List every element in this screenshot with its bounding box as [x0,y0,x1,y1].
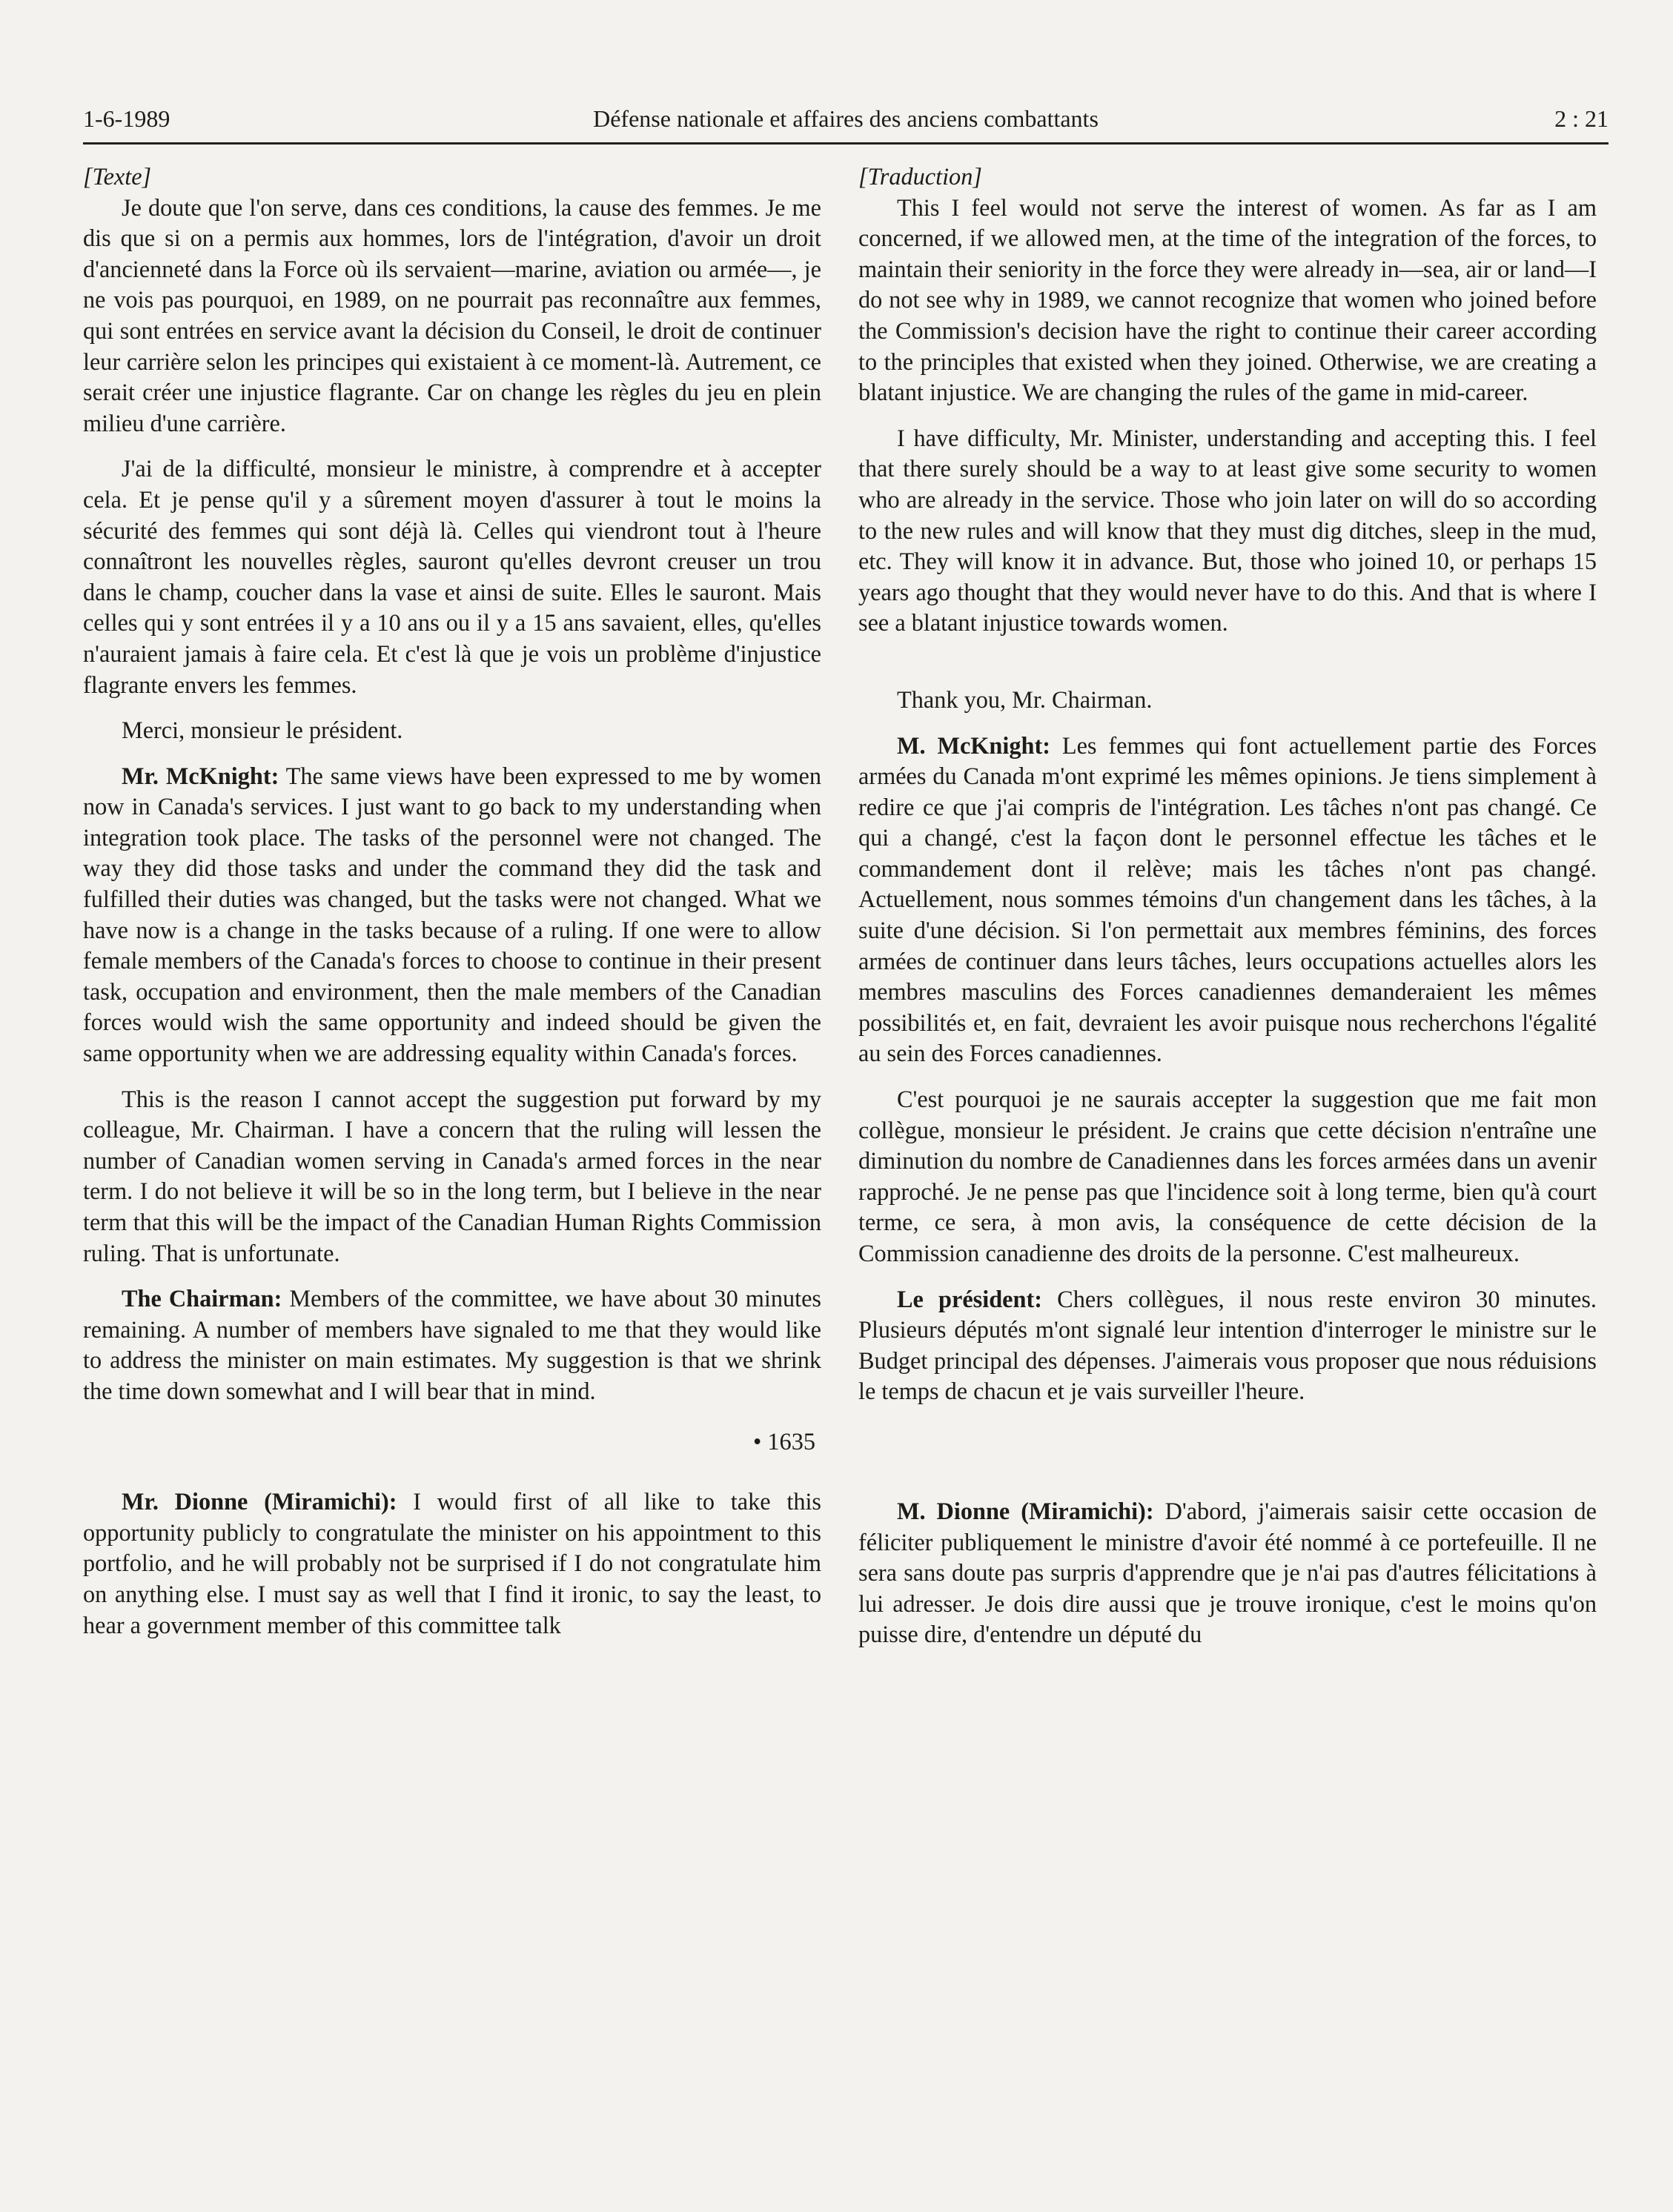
speech-paragraph [83,1487,821,1641]
paragraph: C'est pourquoi je ne saurais accepter la suggestion que me fait mon collègue, monsieur le président. Je crains que cette décision n'entraîne une diminution du nombre de Canadiennes dans les forces armées dans un avenir rapproché. Je ne pense pas que l'incidence soit à long terme, bien qu'à court terme, ce sera, à mon avis, la conséquence de cette décision de la Commission canadienne des droits de la personne. C'est malheureux. [858,1086,1597,1266]
speech-paragraph [83,761,821,1069]
speech-paragraph [858,1284,1597,1407]
left-column [83,162,821,1641]
language-label: [Texte] [83,163,152,190]
speech-paragraph [858,1496,1597,1650]
paragraph: This is the reason I cannot accept the suggestion put forward by my colleague, Mr. Chairman. I have a concern that the ruling will lessen the number of Canadian women serving in Canada's armed forces in the near term. I do not believe it will be so in the long term, but I believe in the near term that this will be the impact of the Canadian Human Rights Commission ruling. That is unfortunate. [83,1085,821,1266]
paragraph: Thank you, Mr. Chairman. [897,685,1153,713]
language-label: [Traduction] [858,163,982,190]
speaker-name: Le président: [897,1285,1042,1312]
paragraph: I have difficulty, Mr. Minister, understanding and accepting this. I feel that there surely should be a way to at least give some security to women who are already in the service. Those who join later on will do so according to the new rules and will know that they must dig ditches, sleep in the mud, etc. They will know it in advance. But, those who joined 10, or perhaps 15 years ago thought that they would never have to do this. And that is where I see a blatant injustice towards women. [858,424,1597,637]
speech-text: Les femmes qui font actuellement partie des Forces armées du Canada m'ont exprimé les mêmes opinions. Je tiens simplement à redire ce que j'ai compris de l'intégration. Les tâches n'ont pas changé. Ce qui a changé, c'est la façon dont le personnel effectue les tâches et le commandement dont il relève; mais les tâches n'ont pas changé. Actuellement, nous sommes témoins d'un changement dans les tâches, à la suite d'une décision. Si l'on permettait aux membres féminins, des forces armées de continuer dans leurs tâches, leurs occupations actuelles alors les membres masculins des Forces canadiennes demanderaient les mêmes possibilités et, en fait, devraient les avoir puisque nous recherchons l'égalité au sein des Forces canadiennes. [858,731,1597,1067]
page-header [83,102,1609,145]
speech-text: I would first of all like to take this opportunity publicly to congratulate the minister on his appointment to this portfolio, and he will probably not be surprised if I do not congratulate him on anything else. I must say as well that I find it ironic, to say the least, to hear a government member of this committee talk [83,1488,822,1638]
speaker-name: M. Dionne (Miramichi): [897,1497,1154,1524]
speech-text: D'abord, j'aimerais saisir cette occasion de féliciter publiquement le ministre d'avoir été nommé à ce portefeuille. Il ne sera sans doute pas surpris d'apprendre que je n'ai pas d'autres félicitations à lui adresser. Je dois dire aussi que je trouve ironique, c'est le moins qu'on puisse dire, d'entendre un député du [858,1497,1597,1648]
paragraph: J'ai de la difficulté, monsieur le ministre, à comprendre et à accepter cela. Et je pense qu'il y a sûrement moyen d'assurer à tout le moins la sécurité des femmes qui sont déjà là. Celles qui viendront tout à l'heure connaîtront les nouvelles règles, sauront qu'elles devront creuser un trou dans le champ, coucher dans la vase et ainsi de suite. Elles le sauront. Mais celles qui y sont entrées il y a 10 ans ou il y a 15 ans savaient, elles, qu'elles n'auraient jamais à faire cela. Et c'est là que je vois un problème d'injustice flagrante envers les femmes. [83,455,821,698]
header-page-number: 2 : 21 [1554,105,1609,132]
header-title: Défense nationale et affaires des anciens combattants [593,105,1099,132]
speaker-name: M. McKnight: [897,731,1050,759]
header-date: 1-6-1989 [83,105,170,132]
paragraph: This I feel would not serve the interest of women. As far as I am concerned, if we allowed men, at the time of the integration of the forces, to maintain their seniority in the force they were already in—sea, air or land—I do not see why in 1989, we cannot recognize that women who joined before the Commission's decision have the right to continue their career according to the principles that existed when they joined. Otherwise, we are creating a blatant injustice. We are changing the rules of the game in mid-career. [858,193,1597,406]
speaker-name: Mr. McKnight: [122,762,279,789]
paragraph: Je doute que l'on serve, dans ces conditions, la cause des femmes. Je me dis que si on a permis aux hommes, lors de l'intégration, d'avoir un droit d'ancienneté dans la Force où ils servaient—marine, aviation ou armée—, je ne vois pas pourquoi, en 1989, on ne pourrait pas reconnaître aux femmes, qui sont entrées en service avant la décision du Conseil, le droit de continuer leur carrière selon les principes qui existaient à ce moment-là. Autrement, ce serait créer une injustice flagrante. Car on change les règles du jeu en plein milieu d'une carrière. [83,193,821,436]
speech-paragraph [858,731,1597,1070]
speech-paragraph [83,1283,821,1406]
spacer [858,639,1597,670]
right-column [858,162,1597,1650]
spacer [858,1407,1597,1496]
speaker-name: Mr. Dionne (Miramichi): [122,1488,397,1515]
time-marker: • 1635 [753,1427,815,1455]
paragraph: Merci, monsieur le président. [122,717,403,744]
speaker-name: The Chairman: [122,1285,282,1312]
speech-text: The same views have been expressed to me by women now in Canada's services. I just want to go back to my understanding when integration took place. The tasks of the personnel were not changed. The way they did those tasks and under the command they did the task and fulfilled their duties was changed, but the tasks were not changed. What we have now is a change in the tasks because of a ruling. If one were to allow female members of the Canada's forces to choose to continue in their present task, occupation and environment, then the male members of the Canadian forces would wish the same opportunity and indeed should be given the same opportunity when we are addressing equality within Canada's forces. [83,762,821,1067]
speech-text: Members of the committee, we have about 30 minutes remaining. A number of members have signaled to me that they would like to address the minister on main estimates. My suggestion is that we shrink the time down somewhat and I will bear that in mind. [83,1285,821,1404]
speech-text: Chers collègues, il nous reste environ 30 minutes. Plusieurs députés m'ont signalé leur intention d'interroger le ministre sur le Budget principal des dépenses. J'aimerais vous proposer que nous réduisions le temps de chacun et je vais surveiller l'heure. [858,1285,1597,1405]
